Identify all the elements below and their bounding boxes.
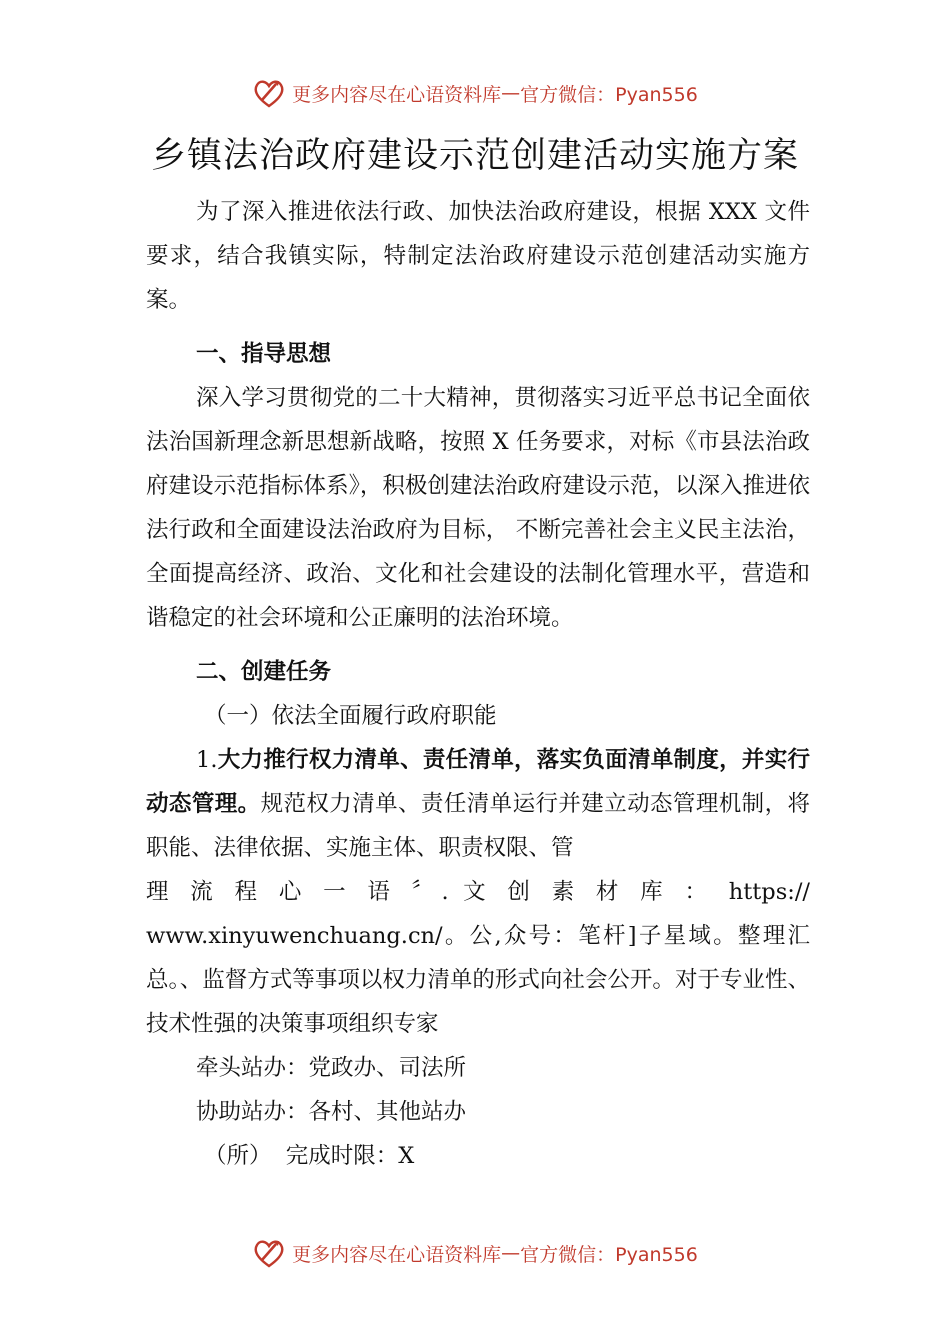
- deadline: （所） 完成时限：X: [204, 1143, 415, 1169]
- banner-dash: —: [501, 82, 521, 104]
- bottom-watermark-banner: [0, 1236, 950, 1270]
- banner-wechat: 官方微信：Pyan556: [520, 83, 698, 106]
- assist-office: 协助站办：各村、其他站办: [196, 1099, 467, 1125]
- item1-text-c: www.xinyuwenchuang.cn/。公,众号：笔杆]子星域。整理汇总。、监督方式等事项以权力清单的形式向社会公开。对于专业性、技术性强的决策事项组织专家: [146, 923, 810, 1037]
- heart-pen-logo-icon: [252, 1236, 286, 1270]
- document-body: [146, 190, 810, 1178]
- top-watermark-banner: [0, 76, 950, 110]
- item1-number: 1.: [196, 747, 218, 773]
- banner-dash: —: [501, 1242, 521, 1264]
- item1-text-a: 规范权力清单、责任清单运行并建立动态管理机制，将职能、法律依据、实施主体、职责权限、管: [146, 791, 810, 861]
- banner-wechat: 官方微信：Pyan556: [520, 1243, 698, 1266]
- section1-paragraph: 深入学习贯彻党的二十大精神，贯彻落实习近平总书记全面依法治国新理念新思想新战略，按照 X 任务要求，对标《市县法治政府建设示范指标体系》，积极创建法治政府建设示范，以深入推进依法行政和全面建设法治政府为目标， 不断完善社会主义民主法治，全面提高经济、政治、文化和社会建设的法制化管理水平，营造和谐稳定的社会环境和公正廉明的法治环境。: [146, 385, 810, 631]
- lead-office: 牵头站办：党政办、司法所: [196, 1055, 467, 1081]
- subsection1-heading: （一）依法全面履行政府职能: [204, 703, 497, 729]
- banner-text: 更多内容尽在心语资料库: [292, 1243, 502, 1266]
- intro-paragraph: 为了深入推进依法行政、加快法治政府建设，根据 XXX 文件要求，结合我镇实际，特制定法治政府建设示范创建活动实施方案。: [146, 199, 810, 313]
- section1-heading: 一、指导思想: [196, 341, 332, 367]
- banner-text: 更多内容尽在心语资料库: [292, 83, 502, 106]
- heart-pen-logo-icon: [252, 76, 286, 110]
- section2-heading: 二、创建任务: [196, 659, 332, 685]
- document-title: 乡镇法治政府建设示范创建活动实施方案: [150, 136, 799, 176]
- item1-paragraph: [146, 738, 810, 870]
- item1-text-spread-line: 理 流 程 心 一 语 〞. 文 创 素 材 库 ： https://: [146, 879, 810, 905]
- item1-bold-title: 大力推行权力清单、责任清单，落实负面清单制度，并实行动态管理。: [146, 747, 810, 817]
